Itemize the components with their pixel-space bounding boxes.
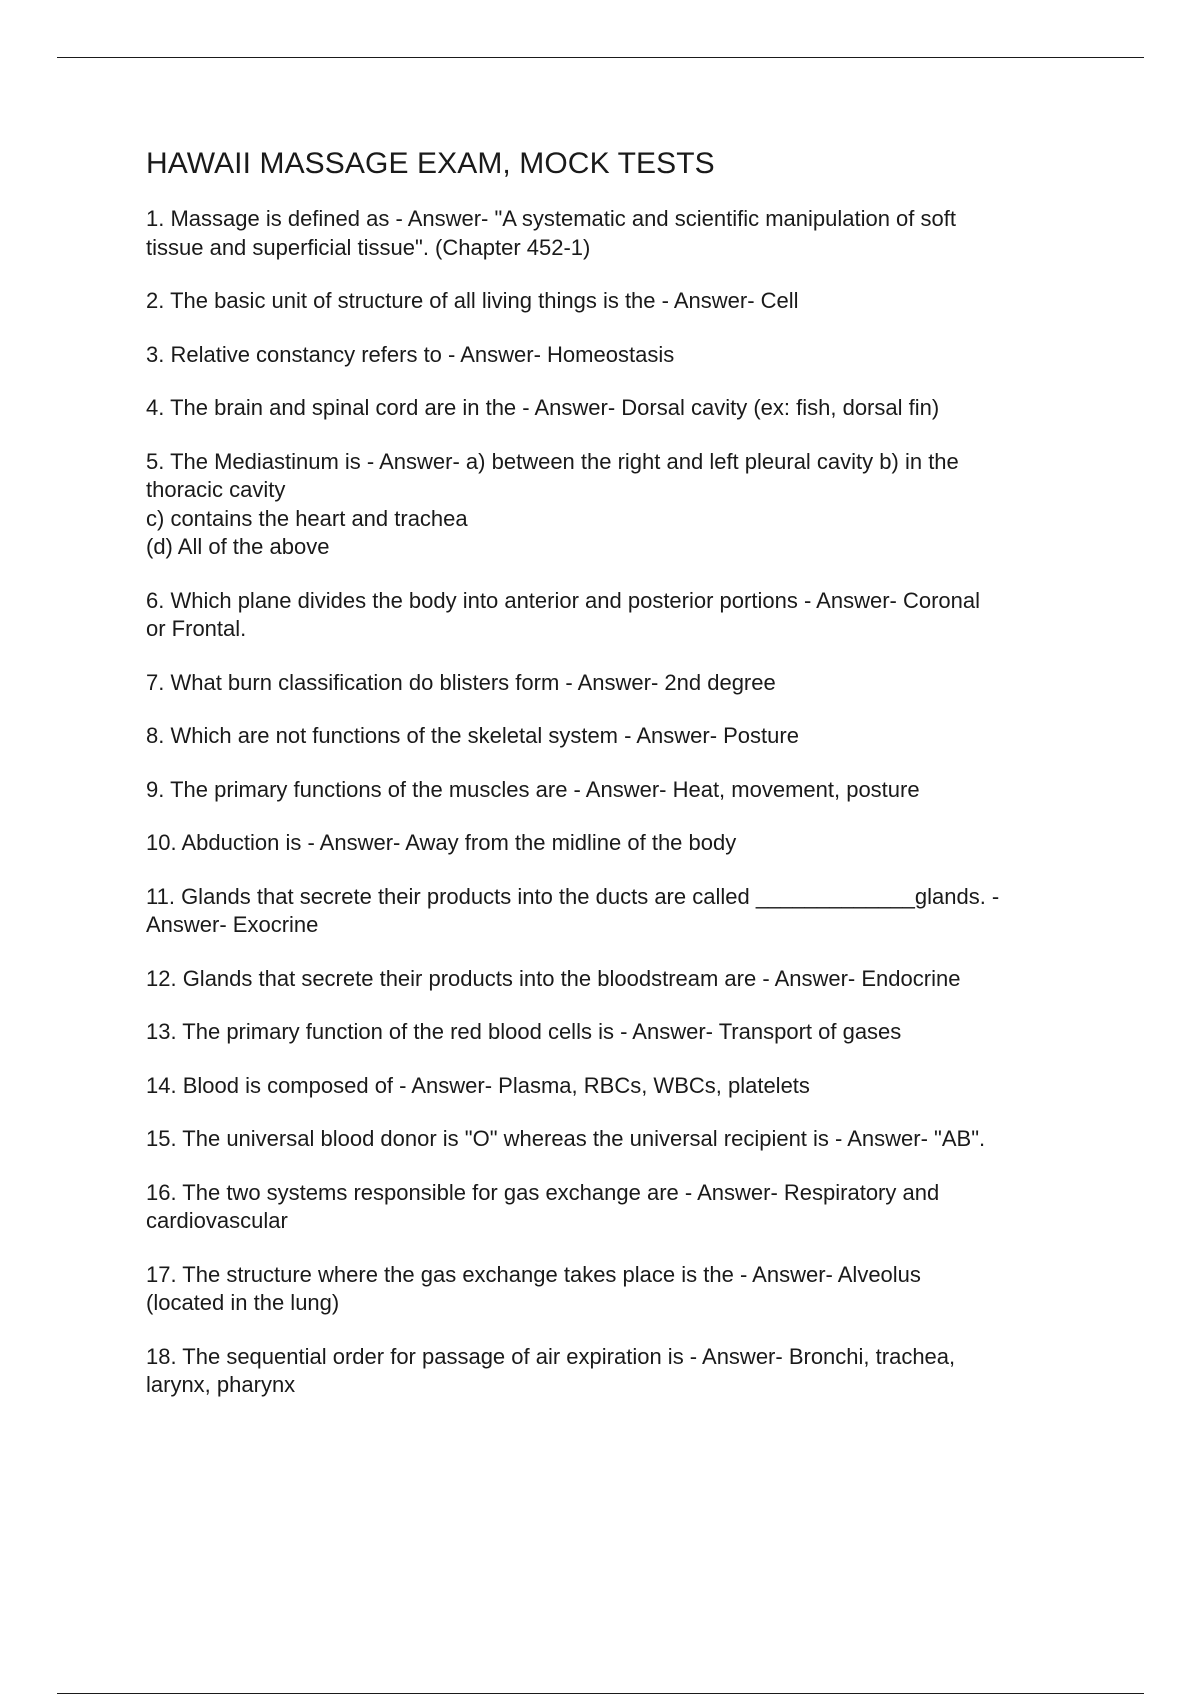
question-4: 4. The brain and spinal cord are in the - Answer- Dorsal cavity (ex: fish, dorsal fin) <box>146 395 940 420</box>
document-title: HAWAII MASSAGE EXAM, MOCK TESTS <box>146 147 715 180</box>
question-1: 1. Massage is defined as - Answer- "A systematic and scientific manipulation of soft tissue and superficial tissue". (Chapter 452-1) <box>146 206 956 260</box>
top-rule <box>57 57 1144 58</box>
question-10: 10. Abduction is - Answer- Away from the midline of the body <box>146 830 737 855</box>
question-15: 15. The universal blood donor is "O" whereas the universal recipient is - Answer- "AB". <box>146 1126 986 1151</box>
question-11: 11. Glands that secrete their products into the ducts are called _____________glands. - Answer- Exocrine <box>146 883 1000 937</box>
question-7: 7. What burn classification do blisters form - Answer- 2nd degree <box>146 669 776 695</box>
bottom-rule <box>57 1693 1144 1694</box>
question-16: 16. The two systems responsible for gas exchange are - Answer- Respiratory and cardiovascular <box>146 1179 940 1233</box>
question-5: 5. The Mediastinum is - Answer- a) between the right and left pleural cavity b) in the thoracic cavity c) contains the heart and trachea (d) All of the above <box>146 448 959 559</box>
question-6: 6. Which plane divides the body into anterior and posterior portions - Answer- Coronal or Frontal. <box>146 587 981 641</box>
question-12: 12. Glands that secrete their products into the bloodstream are - Answer- Endocrine <box>146 965 961 991</box>
question-18: 18. The sequential order for passage of air expiration is - Answer- Bronchi, trachea, larynx, pharynx <box>146 1343 956 1397</box>
question-9: 9. The primary functions of the muscles are - Answer- Heat, movement, posture <box>146 776 920 802</box>
question-2: 2. The basic unit of structure of all living things is the - Answer- Cell <box>146 288 799 313</box>
document-body <box>146 146 1096 1425</box>
question-17: 17. The structure where the gas exchange takes place is the - Answer- Alveolus (located in the lung) <box>146 1261 921 1315</box>
question-13: 13. The primary function of the red blood cells is - Answer- Transport of gases <box>146 1019 902 1044</box>
question-14: 14. Blood is composed of - Answer- Plasma, RBCs, WBCs, platelets <box>146 1072 810 1098</box>
question-8: 8. Which are not functions of the skeletal system - Answer- Posture <box>146 723 799 748</box>
question-3: 3. Relative constancy refers to - Answer- Homeostasis <box>146 341 675 367</box>
